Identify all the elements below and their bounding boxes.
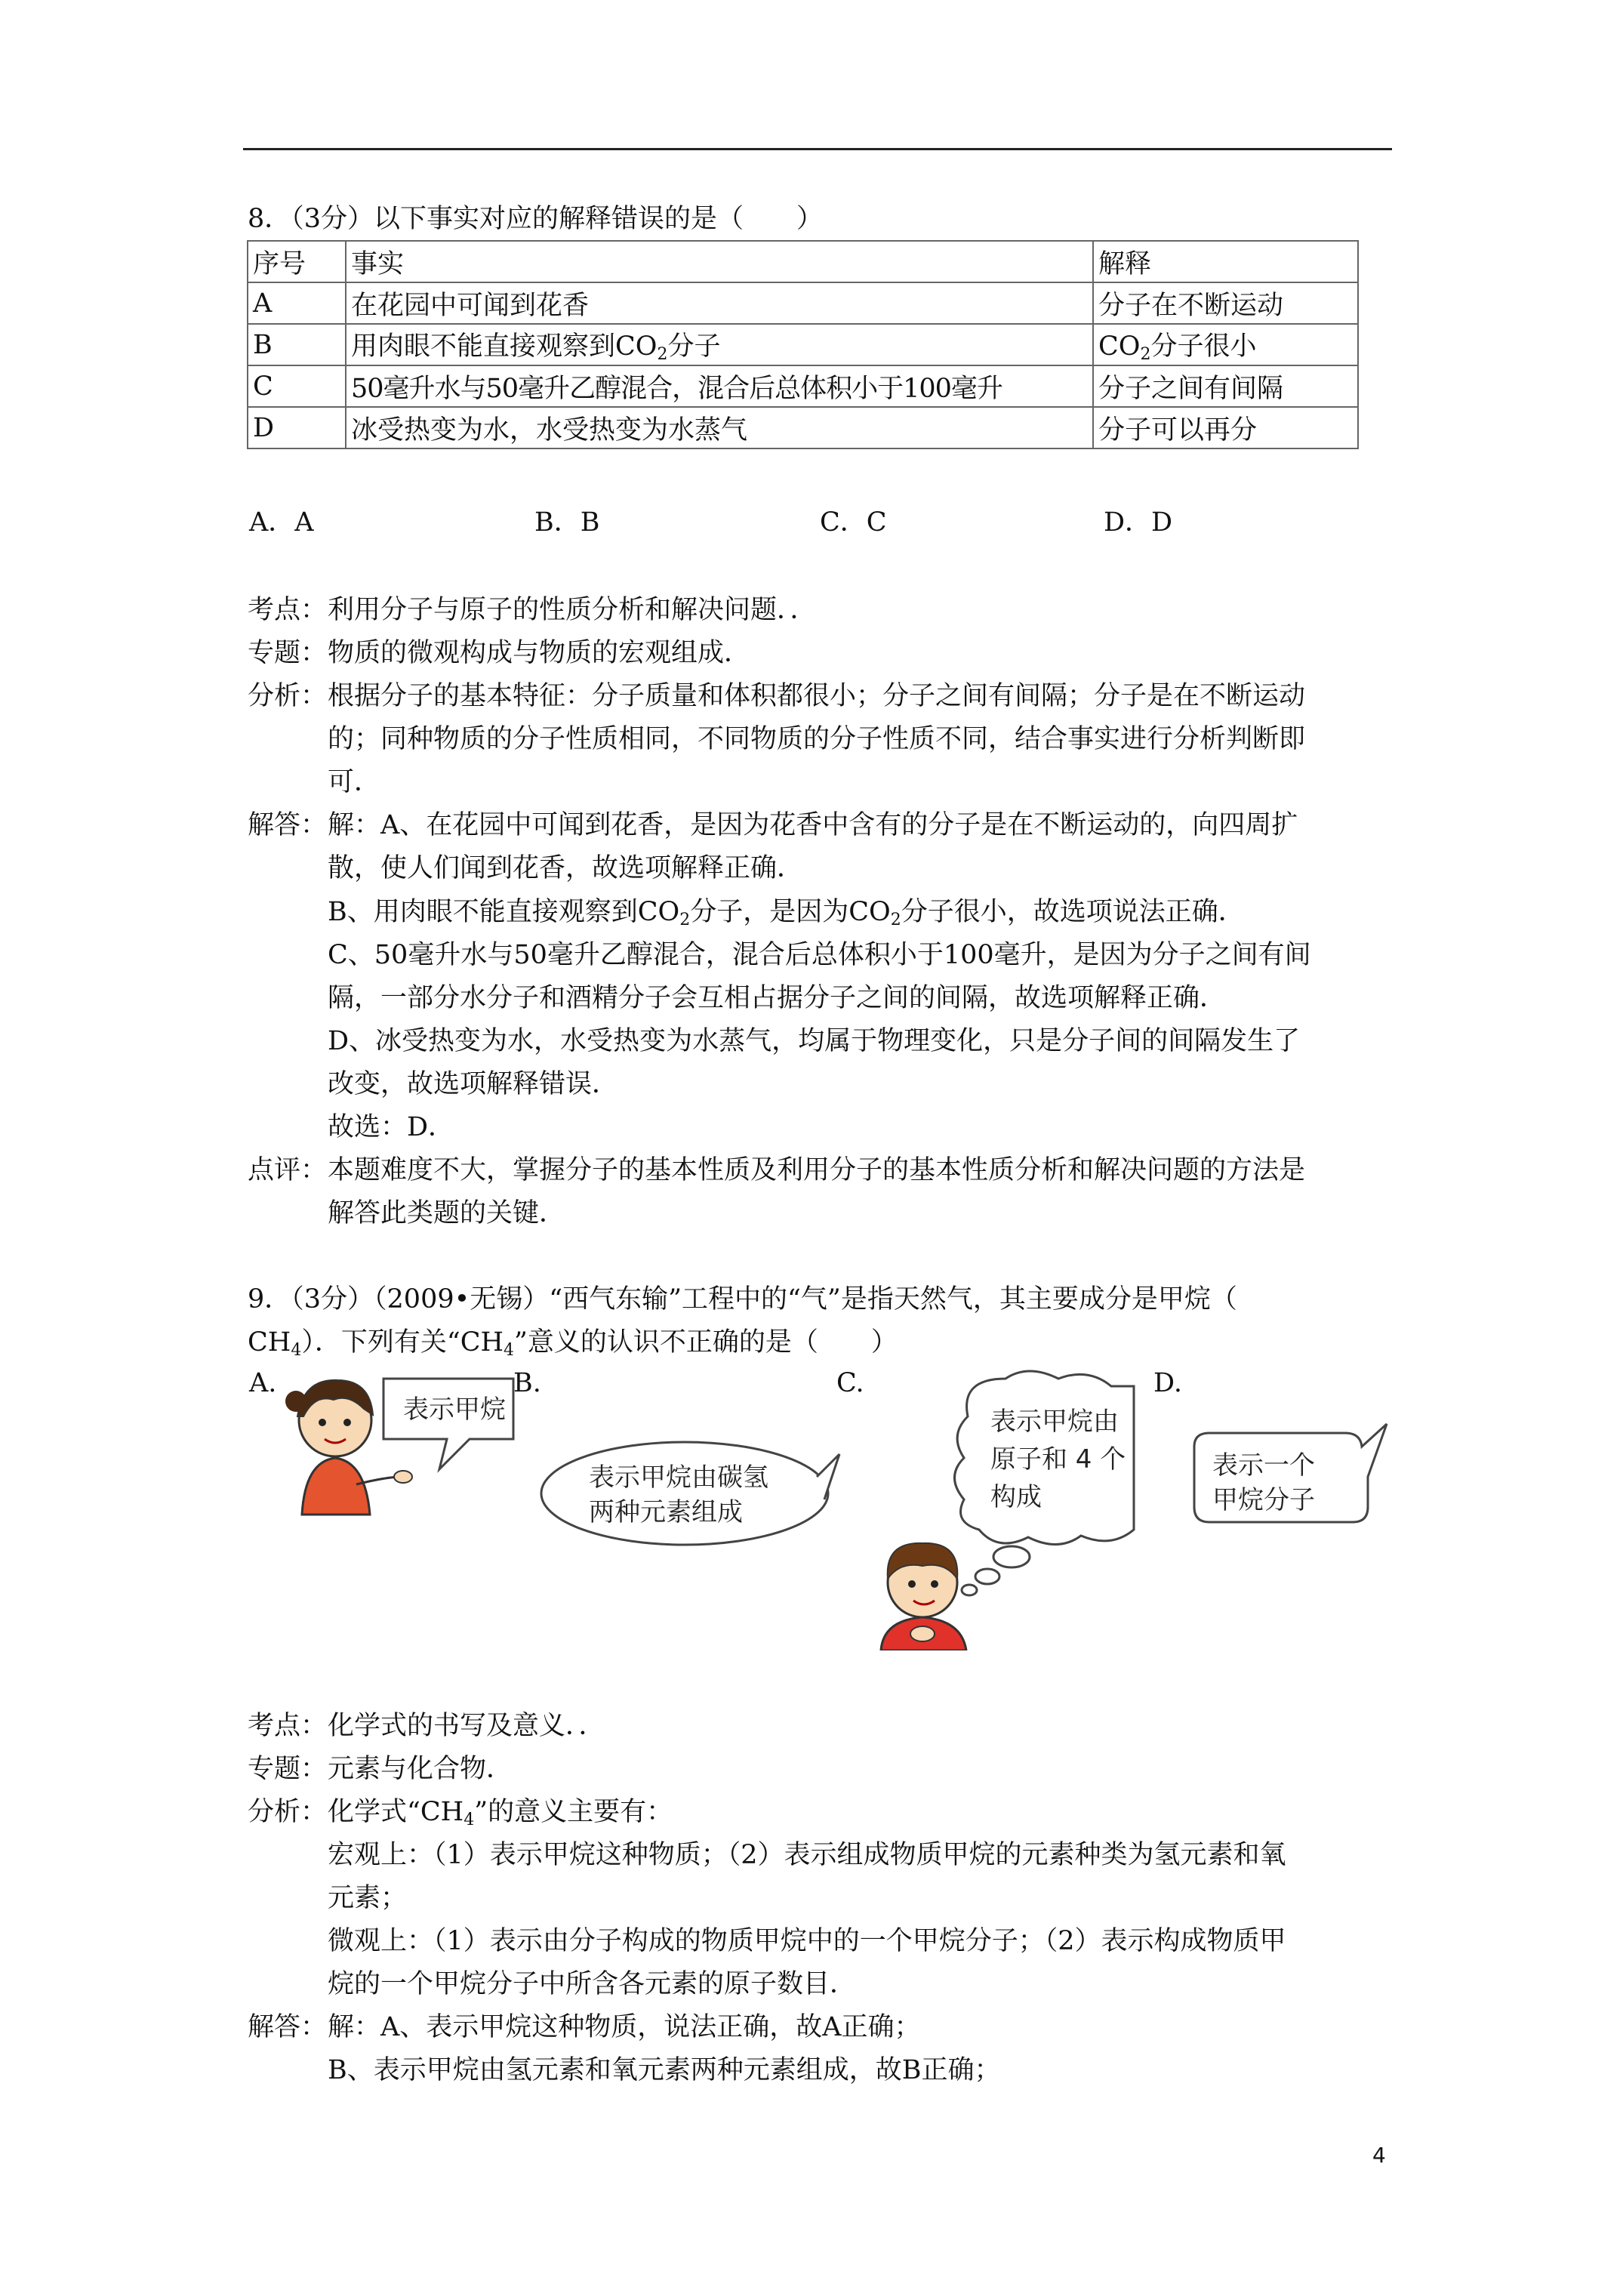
q9-fenxi-line: 元素； [328,1883,408,1913]
q8-answer: 故选：D． [328,1112,455,1142]
q8-jieda-label: 解答： [248,810,328,840]
q9-jieda-line: 解：A、表示甲烷这种物质，说法正确，故A正确； [328,2012,921,2042]
header-cell: 事实 [346,241,1093,282]
q8-kaodian: 利用分子与原子的性质分析和解决问题．． [328,595,817,625]
bubble-c-line1: 表示甲烷由 [990,1407,1119,1437]
header-cell: 序号 [248,241,346,282]
q9-fenxi-line: 微观上：（1）表示由分子构成的物质甲烷中的一个甲烷分子；（2）表示构成物质甲 [328,1926,1286,1956]
bubble-c-line2: 原子和 4 个 [990,1444,1126,1475]
row-id-cell: C [248,365,346,407]
reason-cell: 分子在不断运动 [1093,282,1358,324]
q9-stem-line1: 9．（3分）（2009•无锡）“西气东输”工程中的“气”是指天然气，其主要成分是甲烷（ [248,1284,1237,1314]
q9-stem-line2: $CH_4$）．下列有关“$CH_4$”意义的认识不正确的是（ ） [248,1327,898,1360]
q9-fenxi-intro: 化学式“$CH_4$”的意义主要有： [328,1797,673,1829]
reason-cell: 分子可以再分 [1093,407,1358,448]
q8-zhuanti-label: 专题： [248,638,328,668]
q8-jieda-line: C、50毫升水与50毫升乙醇混合，混合后总体积小于100毫升，是因为分子之间有间 [328,940,1311,970]
reason-cell: $CO_2$分子很小 [1093,324,1358,365]
bubble-c-line3: 构成 [990,1482,1042,1512]
q9-illustration [243,1364,1392,1650]
option-d: D．D [1104,507,1173,538]
table-header-row [248,241,1358,282]
q8-fenxi-line: 可． [328,767,381,797]
header-rule [243,148,1392,150]
q8-jieda-line: 解：A、在花园中可闻到花香，是因为花香中含有的分子是在不断运动的，向四周扩 [328,810,1298,840]
bubble-d-line2: 甲烷分子 [1212,1485,1315,1515]
q8-jieda-line: 散，使人们闻到花香，故选项解释正确． [328,853,804,883]
bubble-b-line2: 两种元素组成 [589,1497,743,1527]
q9-jieda-line: B、表示甲烷由氢元素和氧元素两种元素组成，故B正确； [328,2055,1001,2085]
q8-jieda-b-line: B、用肉眼不能直接观察到$CO_2$分子，是因为$CO_2$分子很小，故选项说法正确． [328,897,1245,929]
header-cell: 解释 [1093,241,1358,282]
row-id-cell: A [248,282,346,324]
option-c: C．C [820,507,887,538]
speech-bubble-b [541,1442,839,1545]
row-id-cell: B [248,324,346,365]
q9-option-a-label: A. [249,1368,277,1398]
table-row [248,282,1358,324]
fact-cell: 50毫升水与50毫升乙醇混合，混合后总体积小于100毫升 [346,365,1093,407]
q9-option-c-label: C. [836,1368,864,1398]
fact-cell: 冰受热变为水，水受热变为水蒸气 [346,407,1093,448]
q8-fenxi-label: 分析： [248,681,328,711]
q8-stem: 8．（3分）以下事实对应的解释错误的是（ ） [248,204,824,234]
option-a: A．A [249,507,314,538]
q8-dianping-label: 点评： [248,1155,328,1185]
q9-jieda-label: 解答： [248,2012,328,2042]
q9-option-d-label: D. [1153,1368,1182,1398]
q9-kaodian-label: 考点： [248,1711,328,1741]
speech-bubble-d [1194,1424,1387,1522]
speech-bubble-a [383,1379,513,1469]
page-number: 4 [1372,2143,1386,2168]
q8-fenxi-line: 根据分子的基本特征：分子质量和体积都很小；分子之间有间隔；分子是在不断运动 [328,681,1306,711]
fact-cell: 用肉眼不能直接观察到$CO_2$分子 [346,324,1093,365]
q9-kaodian: 化学式的书写及意义．． [328,1711,605,1741]
q8-jieda-line: 隔，一部分水分子和酒精分子会互相占据分子之间的间隔，故选项解释正确． [328,983,1227,1013]
q9-zhuanti: 元素与化合物． [328,1754,513,1784]
boy-cartoon-icon [881,1543,966,1650]
q9-option-b-label: B. [513,1368,541,1398]
table-row [248,324,1358,365]
q8-jieda-line: 改变，故选项解释错误． [328,1069,619,1099]
thought-cloud-c [955,1371,1135,1595]
bubble-d-line1: 表示一个 [1212,1450,1315,1481]
q8-jieda-line: D、冰受热变为水，水受热变为水蒸气，均属于物理变化，只是分子间的间隔发生了 [328,1026,1301,1056]
table-row [248,407,1358,448]
q8-zhuanti: 物质的微观构成与物质的宏观组成． [328,638,751,668]
q8-dianping-line: 本题难度不大，掌握分子的基本性质及利用分子的基本性质分析和解决问题的方法是 [328,1155,1306,1185]
q9-fenxi-line: 烷的一个甲烷分子中所含各元素的原子数目． [328,1969,857,1999]
q8-kaodian-label: 考点： [248,595,328,625]
q8-dianping-line: 解答此类题的关键． [328,1198,566,1228]
facts-table [247,240,1359,449]
reason-cell: 分子之间有间隔 [1093,365,1358,407]
q9-zhuanti-label: 专题： [248,1754,328,1784]
option-b: B．B [534,507,600,538]
q9-fenxi-label: 分析： [248,1797,328,1827]
q8-fenxi-line: 的；同种物质的分子性质相同，不同物质的分子性质不同，结合事实进行分析判断即 [328,724,1306,754]
fact-cell: 在花园中可闻到花香 [346,282,1093,324]
q9-fenxi-line: 宏观上：（1）表示甲烷这种物质；（2）表示组成物质甲烷的元素种类为氢元素和氧 [328,1840,1286,1870]
bubble-a-text: 表示甲烷 [403,1395,506,1425]
table-row [248,365,1358,407]
bubble-b-line1: 表示甲烷由碳氢 [589,1462,768,1493]
row-id-cell: D [248,407,346,448]
